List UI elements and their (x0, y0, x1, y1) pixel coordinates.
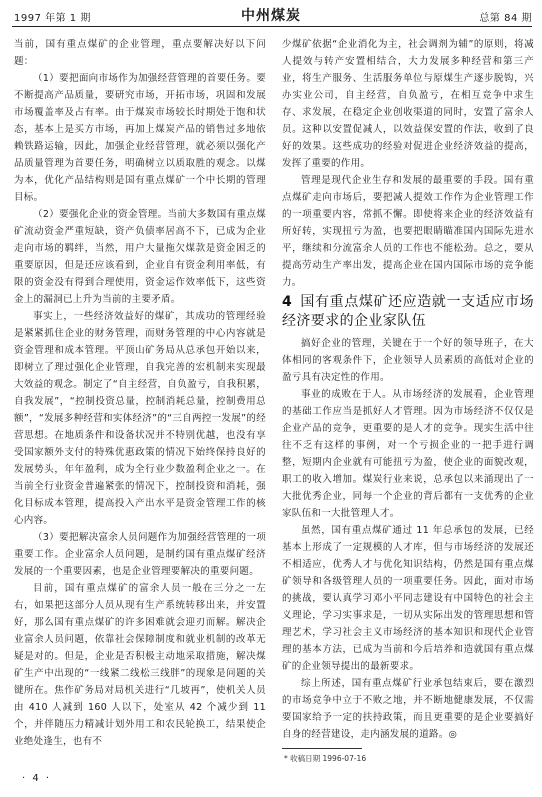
header-rule (12, 26, 532, 27)
body-paragraph: 事业的成败在于人。从市场经济的发展看，企业管理的基础工作应当是抓好人才管理。因为市场经济不仅仅是企业产品的竞争，更重要的是人才的竞争。现实生活中往往不乏有这样的事例，对一个亏损企业的一把手进行调整，短期内企业就有可能扭亏为盈，使企业的面貌改观，职工的收入增加。煤炭行业来说，总承包以来涌现出了一大批优秀企业，同每一个企业的背后都有一支优秀的企业家队伍和一大批管理人才。 (282, 389, 534, 519)
body-paragraph: （3）要把解决富余人员问题作为加强经营管理的一项重要工作。企业富余人员问题，是制约国有重点煤矿经济发展的一个重要因素，也是企业管理要解决的重要问题。 (14, 532, 266, 577)
footnote: * 收稿日期 1996-07-16 (284, 754, 367, 763)
footnote-rule (282, 748, 362, 749)
body-paragraph: 事实上，一些经济效益好的煤矿，其成功的管理经验是紧紧抓住企业的财务管理，而财务管理的中心内容就是资金管理和成本管理。平顶山矿务局从总承包开始以来，即树立了理过强化企业管理，自我完善的宏机制来实现最大效益的观念。制定了“自主经营，自负盈亏，自我积累，自我发展”，“控制投资总量，控制消耗总量，控制费用总额”，“发展多种经营和实体经济”的“三自两控一发展”的经营思想。在地质条件和设备状况并不特别优越，也没有享受国家额外支付的特殊优惠政策的情况下始终保持良好的发展势头，年年盈利，成为全行业少数盈利企业之一。在当前全行业资金普遍紧张的情况下，控制投资和消耗，强化目标成本管理，提高投入产出水平是资金管理工作的核心内容。 (14, 311, 266, 526)
journal-title: 中州煤炭 (241, 8, 301, 24)
issue-left: 1997 年第 1 期 (14, 13, 91, 24)
issue-right: 总第 84 期 (479, 13, 532, 24)
body-paragraph: 综上所述，国有重点煤矿行业承包结束后，要在激烈的市场竞争中立于不败之地，并不断地健康发展，不仅需要国家给予一定的扶持政策，而且更重要的是企业要搞好自身的经营建设，走内涵发展的道路。◎ (282, 678, 534, 740)
right-column (282, 36, 534, 743)
body-paragraph: 当前，国有重点煤矿的企业管理，重点要解决好以下问题： (14, 39, 266, 67)
body-paragraph: 少煤矿依据“企业消化为主，社会调剂为辅”的原则，将减人提效与转产安置相结合，大力发展多种经营和第三产业，将生产服务、生活服务单位与原煤生产逐步脱钩，兴办实业公司，自主经营，自负盈亏，在相互竞争中求生存、求发展，在稳定企业创收渠道的同时，安置了富余人员。这种以安置促减人，以效益保安置的作法，收到了良好的效果。这些成功的经验对促进企业经济效益的提高，发挥了重要的作用。 (282, 39, 534, 169)
body-paragraph: 目前，国有重点煤矿的富余人员一般在三分之一左右，如果把这部分人员从现有生产系统转移出来，并安置好，那么国有重点煤矿的许多困难就会迎刃而解。解决企业富余人员问题，依靠社会保障制度和就业机制的改革无疑是对的。但是，企业是否积极主动地采取措施，解决煤矿生产中出现的“一线紧二线松三线胖”的现象是问题的关键所在。焦作矿务局对局机关进行“几坡再”，使机关人员由 410 人减到 160 人以下，处室从 42 个减少到 11 个，并伴随压力精减计划外用工和农民轮换工，结果使企业绝处逢生，也有不 (14, 583, 266, 747)
body-paragraph: 搞好企业的管理，关键在于一个好的领导班子，在大体相同的客观条件下，企业领导人员素质的高低对企业的盈亏具有决定性的作用。 (282, 338, 534, 383)
section-number: 4 (282, 294, 293, 310)
running-header (0, 0, 542, 28)
page-number: · 4 · (22, 773, 52, 784)
body-paragraph: 虽然，国有重点煤矿通过 11 年总承包的发展，已经基本上形成了一定规模的人才库，但与市场经济的发展还不相适应，优秀人才与优化知识结构，仍然是国有重点煤矿领导和各级管理人员的一项重要任务。因此，面对市场的挑战，要认真学习邓小平同志建设有中国特色的社会主义理论，学习实事求是，一切从实际出发的管理思想和管理艺术，学习社会主义市场经济的基本知识和现代企业管理的基本方法，已成为当前和今后培养和造就国有重点煤矿的企业领导提出的最新要求。 (282, 525, 534, 672)
left-column (14, 36, 266, 750)
section-heading (282, 293, 534, 331)
body-paragraph: （2）要强化企业的资金管理。当前大多数国有重点煤矿流动资金严重短缺，资产负债率居高不下，已成为企业走向市场的羁绊，当然，用户大量拖欠煤款是资金困乏的重要原因，但是还应该看到，企业自有资金利用率低，有限的资金没有得到合理使用，资金运作效率低下，这些资金上的漏洞已上升为当前的主要矛盾。 (14, 209, 266, 305)
section-title: 国有重点煤矿还应造就一支适应市场经济要求的企业家队伍 (282, 294, 534, 329)
body-paragraph: 管理是现代企业生存和发展的最重要的手段。国有重点煤矿走向市场后，要把减人提效工作作为企业管理工作的一项重要内容，常抓不懈。即使将来企业的经济效益有所好转，实现扭亏为盈，也要把眼睛瞄准国内国际先进水平，继续和分流富余人员的工作也不能松劲。总之，要从提高劳动生产率出发，提高企业在国内国际市场的竞争能力。 (282, 175, 534, 288)
body-paragraph: （1）要把面向市场作为加强经营管理的首要任务。要不断提高产品质量，要研究市场，开拓市场，巩固和发展市场覆盖率及占有率。由于煤炭市场较长时期处于饱和状态，基本上是买方市场，再加上煤炭产品的销售过多地依赖铁路运输，因此，加强企业经营管理，就必须以强化产品质量管理为首要任务，明确树立以质取胜的观念。以煤为本，优化产品结构则是国有重点煤矿一个中长期的管理目标。 (14, 73, 266, 203)
